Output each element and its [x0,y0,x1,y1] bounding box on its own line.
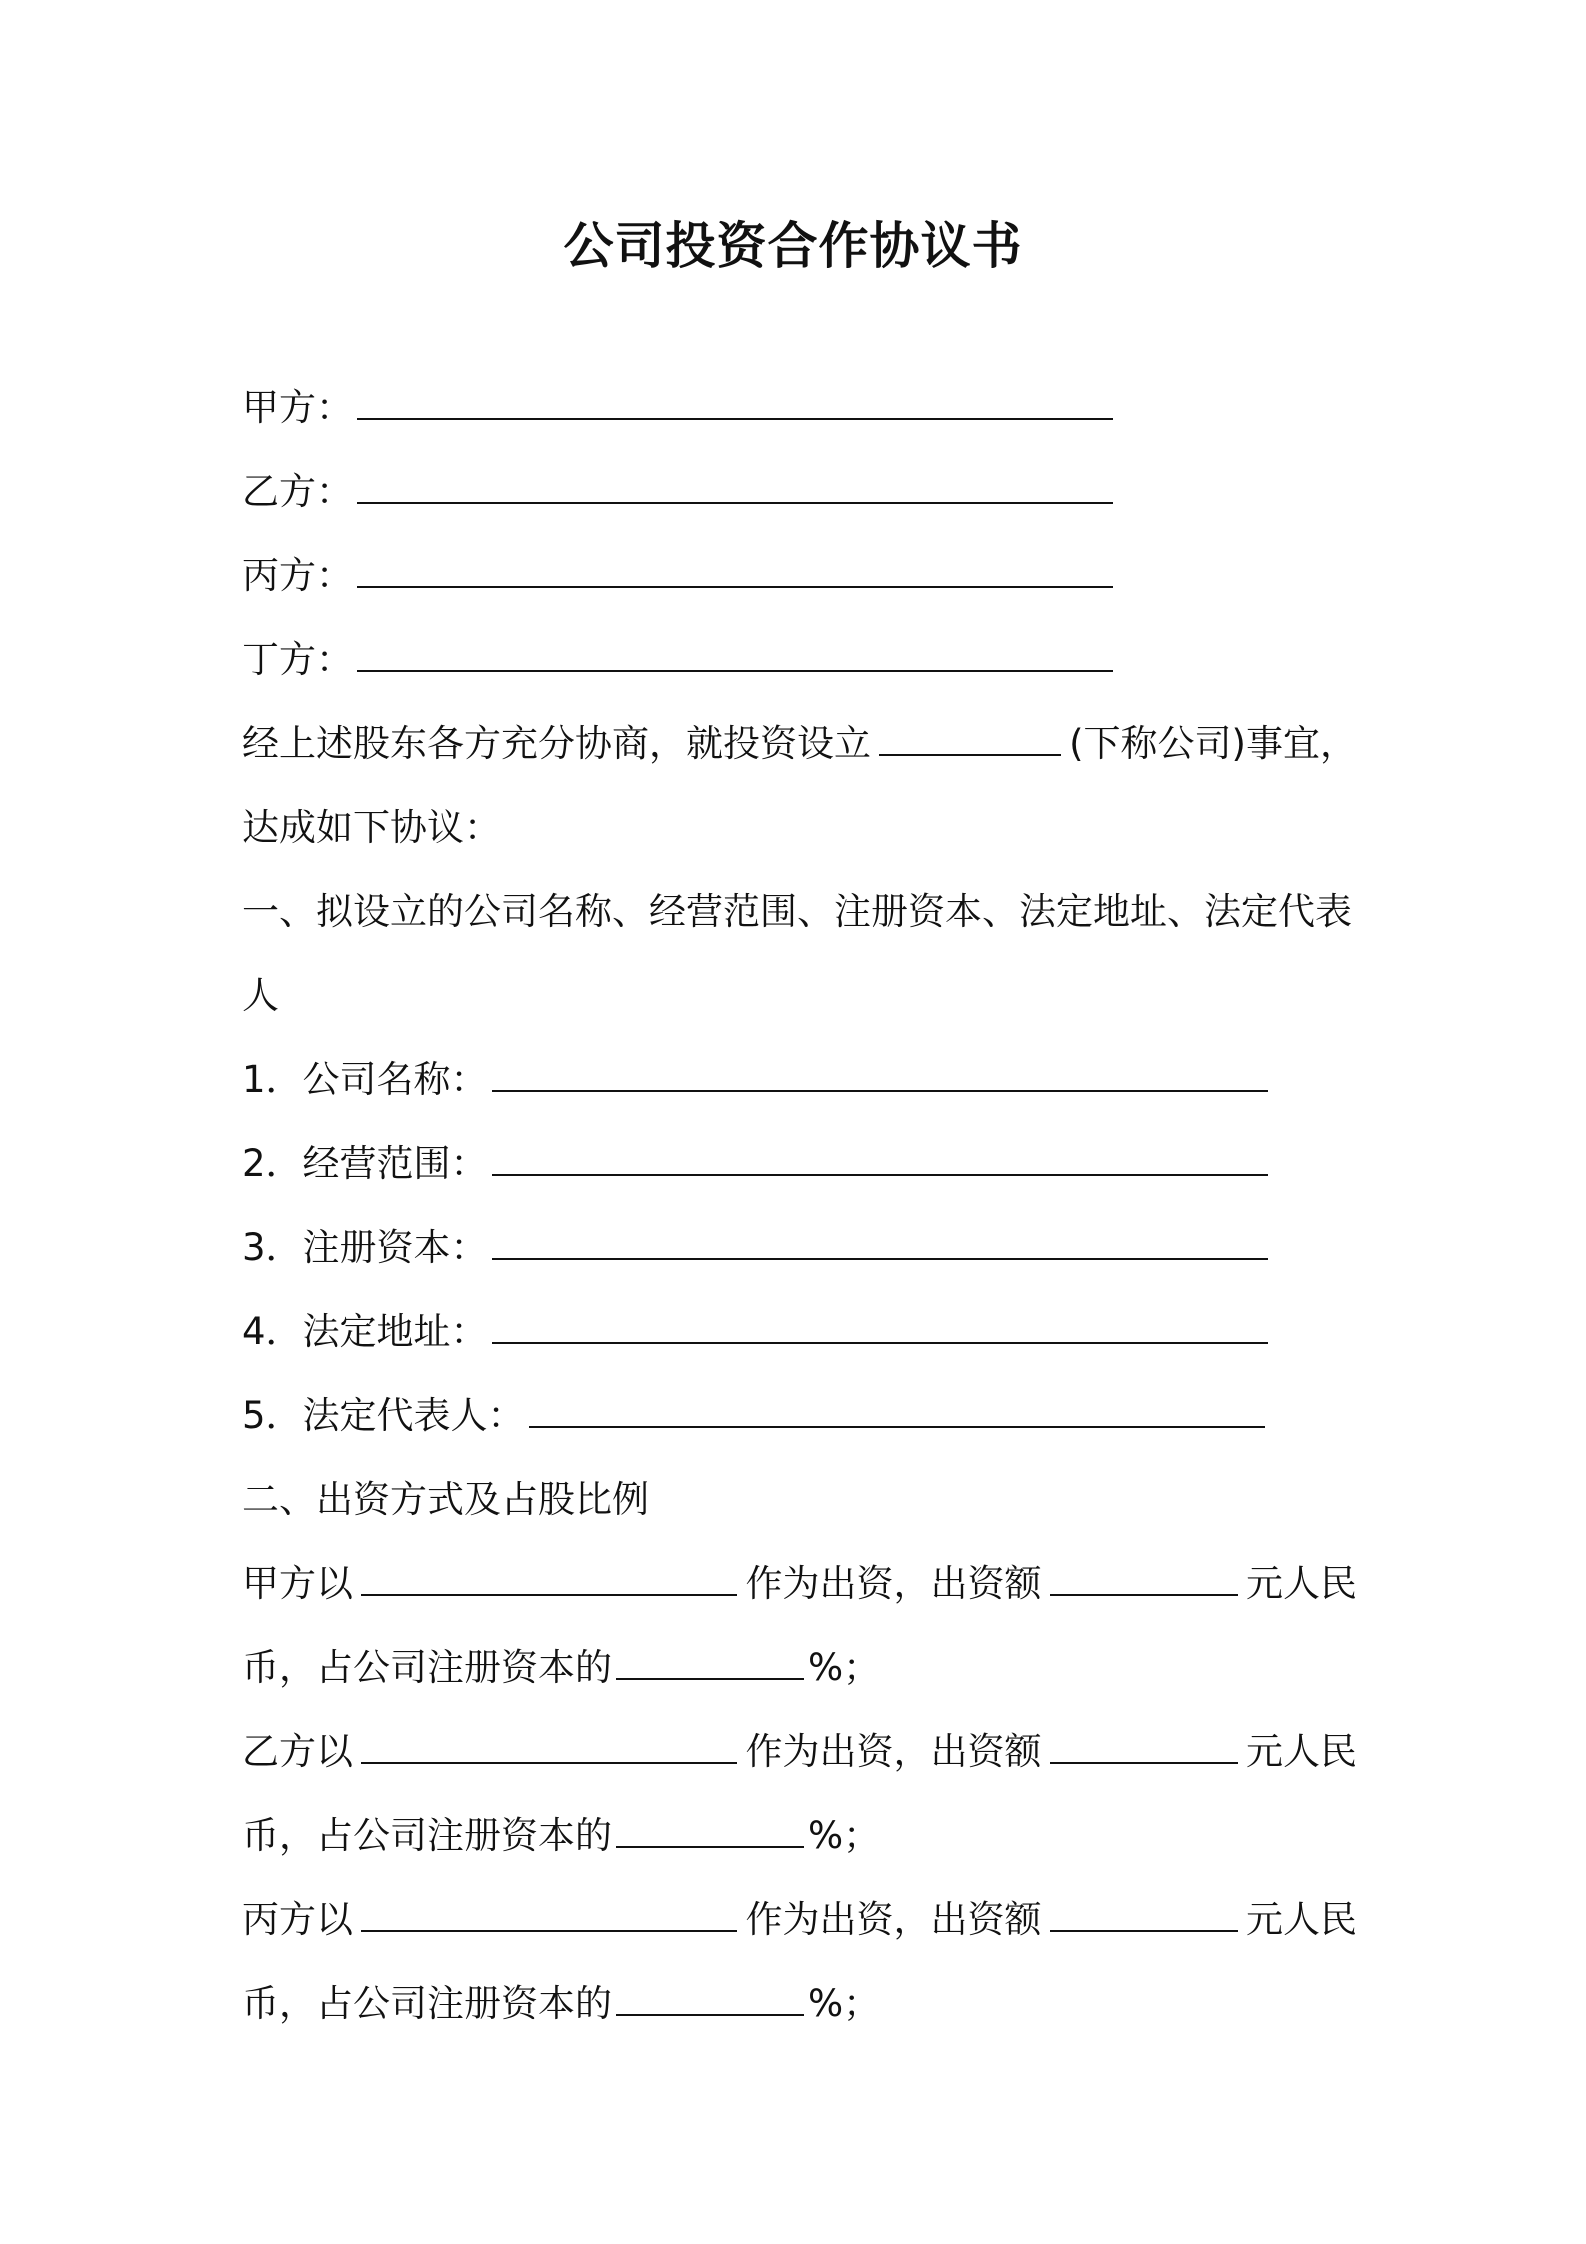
contribution-end: 元人民 [1246,1562,1357,1605]
contribution-amount-blank[interactable] [1050,1900,1238,1932]
contribution-end: 元人民 [1246,1730,1357,1773]
party-blank[interactable] [357,556,1113,588]
section2-heading-text: 二、出资方式及占股比例 [242,1478,649,1521]
section2-heading [242,1458,1357,1542]
section1-heading [242,870,1357,954]
contribution-share-suffix: %； [808,1646,881,1689]
item-legal-representative [242,1374,1357,1458]
contribution-mid: 作为出资，出资额 [745,1898,1042,1941]
contribution-a-line-2 [242,1626,1357,1710]
party-blank[interactable] [357,388,1113,420]
contribution-percent-blank[interactable] [616,1648,804,1680]
party-label: 乙方： [242,470,353,513]
party-label: 丁方： [242,638,353,681]
item-label: 2．经营范围： [242,1142,488,1185]
contribution-share-prefix: 币，占公司注册资本的 [242,1646,612,1689]
section1-heading-text: 一、拟设立的公司名称、经营范围、注册资本、法定地址、法定代表 [242,890,1352,933]
contribution-percent-blank[interactable] [616,1816,804,1848]
contribution-party: 乙方以 [242,1730,353,1773]
item-blank[interactable] [492,1228,1268,1260]
party-label: 甲方： [242,386,353,429]
contribution-mid: 作为出资，出资额 [745,1730,1042,1773]
intro-suffix: (下称公司)事宜， [1069,722,1357,765]
contribution-c-line-1 [242,1878,1357,1962]
party-line-b [242,450,1357,534]
party-line-c [242,534,1357,618]
contribution-b-line-2 [242,1794,1357,1878]
section1-heading-cont [242,954,1357,1038]
intro-line2-text: 达成如下协议： [242,806,501,849]
item-company-name [242,1038,1357,1122]
contribution-percent-blank[interactable] [616,1984,804,2016]
contribution-mode-blank[interactable] [361,1900,737,1932]
party-line-d [242,618,1357,702]
contribution-share-prefix: 币，占公司注册资本的 [242,1982,612,2025]
item-blank[interactable] [492,1060,1268,1092]
party-blank[interactable] [357,640,1113,672]
contribution-party: 丙方以 [242,1898,353,1941]
contribution-end: 元人民 [1246,1898,1357,1941]
item-legal-address [242,1290,1357,1374]
item-blank[interactable] [492,1144,1268,1176]
intro-line-2 [242,786,1357,870]
intro-prefix: 经上述股东各方充分协商，就投资设立 [242,722,871,765]
contribution-mode-blank[interactable] [361,1732,737,1764]
party-line-a [242,366,1357,450]
contribution-c-line-2 [242,1962,1357,2046]
document-title: 公司投资合作协议书 [563,217,1023,275]
item-label: 1．公司名称： [242,1058,488,1101]
item-label: 3．注册资本： [242,1226,488,1269]
contribution-mid: 作为出资，出资额 [745,1562,1042,1605]
item-business-scope [242,1122,1357,1206]
company-blank[interactable] [879,724,1061,756]
contribution-share-suffix: %； [808,1814,881,1857]
item-blank[interactable] [529,1396,1265,1428]
item-label: 4．法定地址： [242,1310,488,1353]
contribution-b-line-1 [242,1710,1357,1794]
contribution-mode-blank[interactable] [361,1564,737,1596]
intro-line-1 [242,702,1357,786]
contribution-a-line-1 [242,1542,1357,1626]
item-registered-capital [242,1206,1357,1290]
party-blank[interactable] [357,472,1113,504]
section1-heading-text-cont: 人 [242,974,279,1017]
document-body [242,366,1357,2046]
item-label: 5．法定代表人： [242,1394,525,1437]
item-blank[interactable] [492,1312,1268,1344]
contribution-share-suffix: %； [808,1982,881,2025]
contribution-amount-blank[interactable] [1050,1732,1238,1764]
contribution-share-prefix: 币，占公司注册资本的 [242,1814,612,1857]
contribution-amount-blank[interactable] [1050,1564,1238,1596]
contribution-party: 甲方以 [242,1562,353,1605]
party-label: 丙方： [242,554,353,597]
